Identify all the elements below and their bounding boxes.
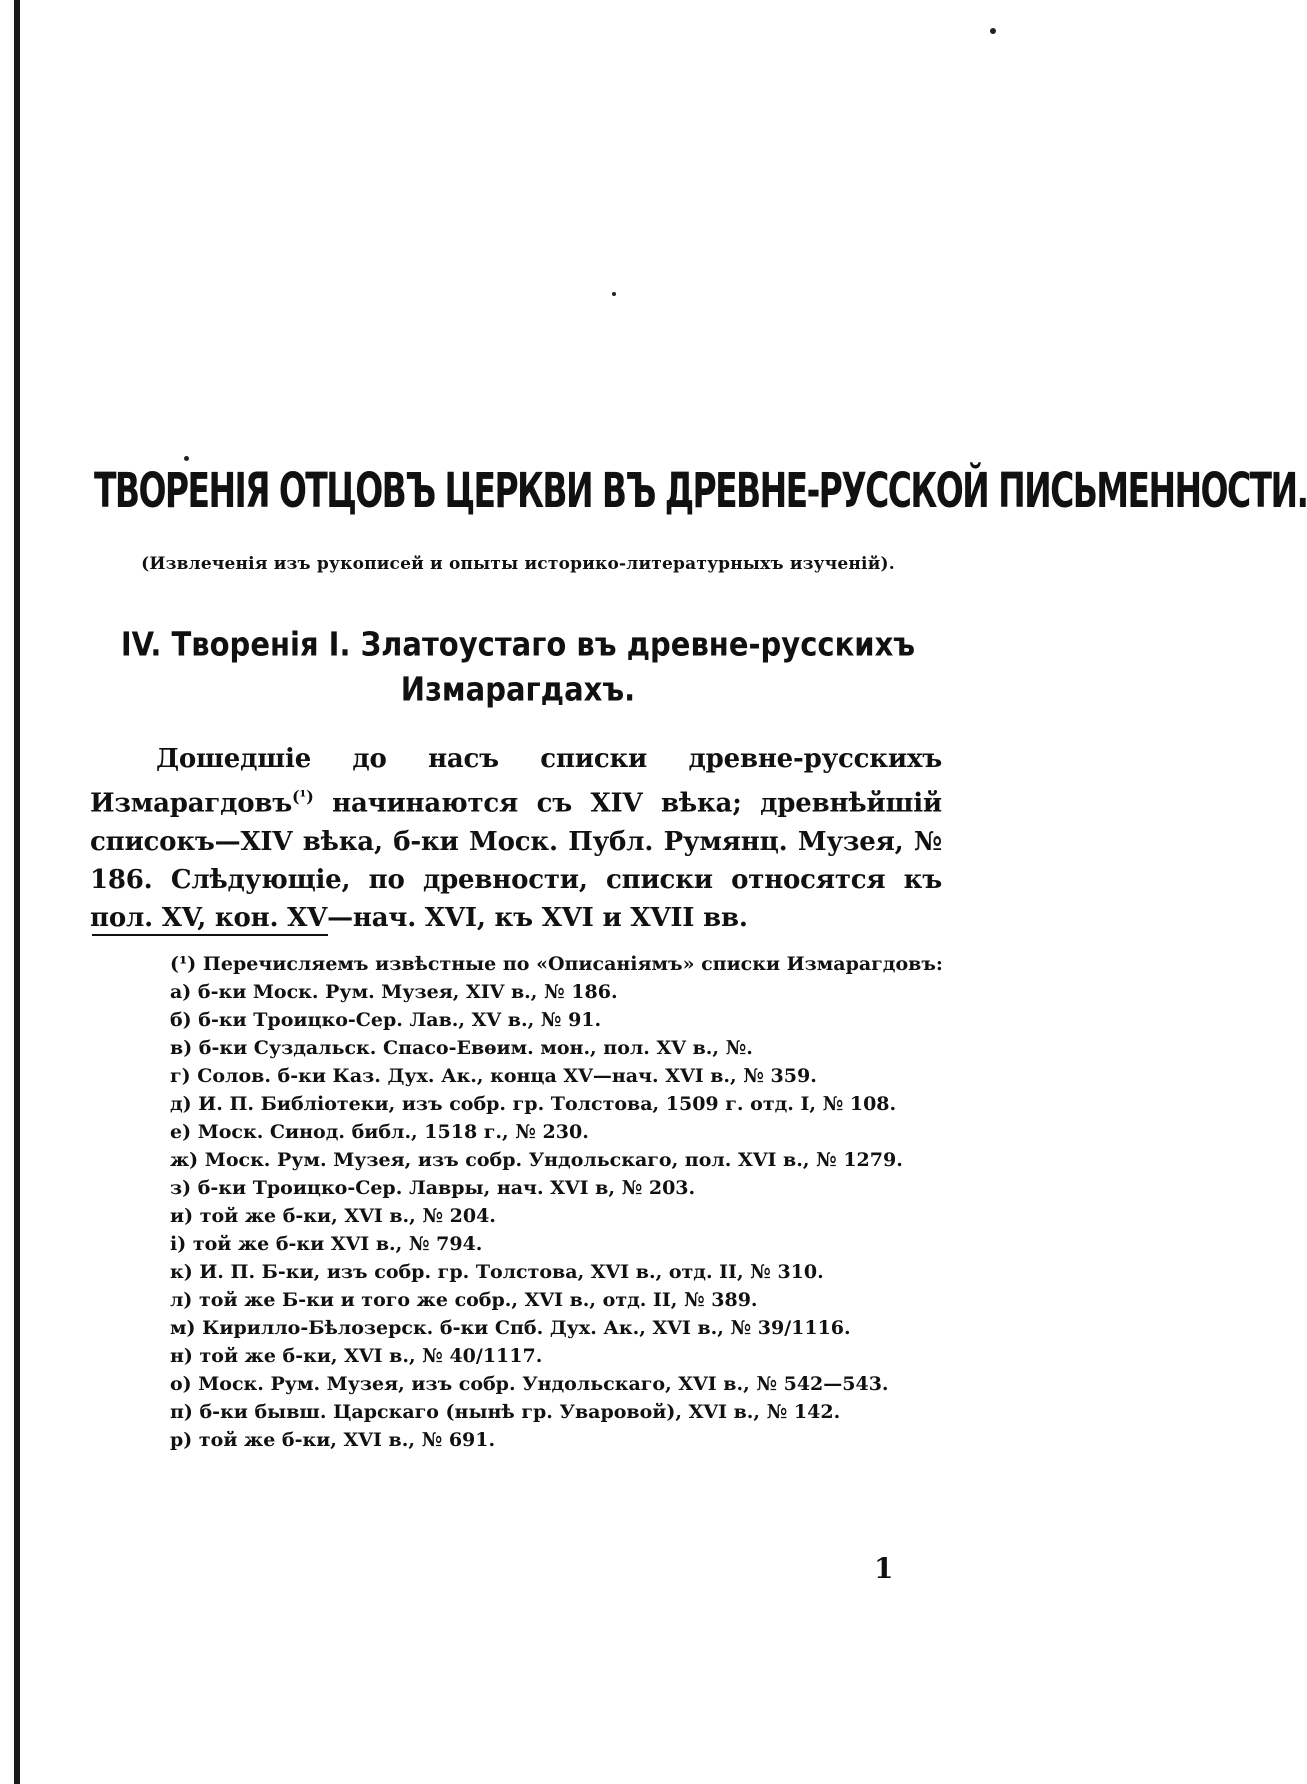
- subtitle: (Извлеченія изъ рукописей и опыты историко-литературныхъ изученій).: [141, 554, 895, 574]
- footnote-item: к) И. П. Б-ки, изъ собр. гр. Толстова, XVI в., отд. II, № 310.: [170, 1261, 824, 1283]
- footnote-item: ж) Моск. Рум. Музея, изъ собр. Ундольскаго, пол. XVI в., № 1279.: [170, 1149, 903, 1171]
- footnote-item: а) б-ки Моск. Рум. Музея, XIV в., № 186.: [170, 981, 618, 1003]
- footnote-item: г) Солов. б-ки Каз. Дух. Ак., конца XV—нач. XVI в., № 359.: [170, 1065, 817, 1087]
- paragraph-part1: Дошедшіе до насъ списки древне-русскихъ Измарагдовъ: [90, 744, 942, 819]
- footnote-item: н) той же б-ки, XVI в., № 40/1117.: [170, 1345, 543, 1367]
- footnote-item: о) Моск. Рум. Музея, изъ собр. Ундольскаго, XVI в., № 542—543.: [170, 1373, 889, 1395]
- scan-speck: [612, 292, 616, 296]
- footnote-ref: (¹): [292, 787, 314, 806]
- chapter-heading-line2: Измарагдахъ.: [400, 670, 636, 709]
- scan-speck: [184, 456, 189, 461]
- paragraph-part2: начинаются съ XIV вѣка; древнѣйшій списокъ—XIV вѣка, б-ки Моск. Публ. Румянц. Музея, № 186. Слѣдующіе, по древности, списки относятся къ пол. XV, кон. XV—нач. XVI, къ XVI и XVII вв.: [90, 788, 942, 933]
- page-number: 1: [874, 1552, 894, 1585]
- footnote-item: р) той же б-ки, XVI в., № 691.: [170, 1429, 496, 1451]
- footnote-item: е) Моск. Синод. библ., 1518 г., № 230.: [170, 1121, 589, 1143]
- chapter-heading: [88, 622, 948, 712]
- binding-edge: [14, 0, 20, 1784]
- footnote-intro: (¹) Перечисляемъ извѣстные по «Описаніямъ» списки Измарагдовъ:: [170, 953, 943, 975]
- footnote-item: м) Кирилло-Бѣлозерск. б-ки Спб. Дух. Ак., XVI в., № 39/1116.: [170, 1317, 851, 1339]
- body-paragraph: [90, 740, 942, 937]
- footnote-divider: [92, 934, 328, 936]
- footnote-item: б) б-ки Троицко-Сер. Лав., XV в., № 91.: [170, 1009, 602, 1031]
- footnotes: [90, 950, 950, 1454]
- footnote-item: і) той же б-ки XVI в., № 794.: [170, 1233, 483, 1255]
- footnote-item: п) б-ки бывш. Царскаго (нынѣ гр. Уваровой), XVI в., № 142.: [170, 1401, 841, 1423]
- footnote-item: д) И. П. Библіотеки, изъ собр. гр. Толстова, 1509 г. отд. I, № 108.: [170, 1093, 897, 1115]
- chapter-heading-line1: IV. Творенія І. Златоустаго въ древне-русскихъ: [120, 625, 916, 664]
- footnote-item: л) той же Б-ки и того же собр., XVI в., отд. II, № 389.: [170, 1289, 758, 1311]
- footnote-item: в) б-ки Суздальск. Спасо-Евѳим. мон., пол. XV в., №.: [170, 1037, 753, 1059]
- scan-speck: [990, 28, 996, 34]
- footnote-item: и) той же б-ки, XVI в., № 204.: [170, 1205, 496, 1227]
- footnote-item: з) б-ки Троицко-Сер. Лавры, нач. XVI в, № 203.: [170, 1177, 696, 1199]
- main-title: ТВОРЕНІЯ ОТЦОВЪ ЦЕРКВИ ВЪ ДРЕВНЕ-РУССКОЙ ПИСЬМЕННОСТИ.: [94, 462, 1307, 519]
